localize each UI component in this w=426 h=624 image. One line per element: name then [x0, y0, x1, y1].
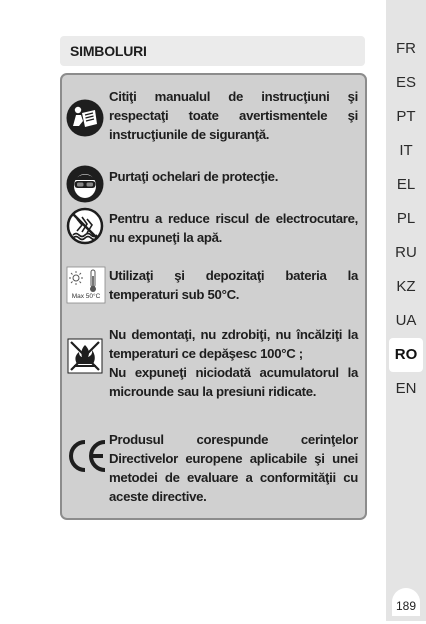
- language-tab-it[interactable]: IT: [399, 142, 413, 159]
- page-number: 189: [392, 588, 420, 616]
- temperature-label: Max 50°C: [71, 293, 101, 300]
- language-list: [386, 32, 426, 406]
- symbol-text-block: [109, 325, 358, 401]
- language-tab-pt[interactable]: PT: [396, 108, 416, 125]
- language-tab-pl[interactable]: PL: [396, 210, 416, 227]
- language-tab-ua[interactable]: UA: [395, 312, 417, 329]
- section-header: [60, 36, 365, 66]
- section-title: SIMBOLURI: [70, 43, 147, 59]
- symbol-text: Citiţi manualul de instrucţiuni şi respectaţi toate avertismentele şi instrucţiunile de siguranţă.: [109, 89, 358, 142]
- symbol-text-secondary: Nu expuneţi niciodată acumulatorul la microunde sau la presiuni ridicate.: [109, 365, 358, 399]
- no-water-icon: [66, 207, 104, 245]
- symbols-panel: [60, 73, 367, 520]
- language-tab-fr[interactable]: FR: [396, 40, 416, 57]
- language-tab-ru[interactable]: RU: [395, 244, 417, 261]
- language-tab-es[interactable]: ES: [395, 74, 416, 91]
- symbol-text: Produsul corespunde cerinţelor Directivelor europene aplicabile şi unei metodei de evaluare a conformităţii cu aceste directive.: [109, 432, 358, 504]
- symbol-text: Purtaţi ochelari de protecţie.: [109, 169, 279, 184]
- safety-glasses-icon: [66, 165, 104, 203]
- language-tab-en[interactable]: EN: [395, 380, 417, 397]
- language-tab-ro[interactable]: RO: [389, 338, 423, 372]
- no-fire-icon: [66, 337, 104, 375]
- symbol-text: Utilizaţi şi depozitaţi bateria la temperaturi sub 50°C.: [109, 268, 358, 302]
- language-sidebar: [386, 0, 426, 621]
- temperature-icon: [66, 266, 106, 304]
- symbol-text: Nu demontaţi, nu zdrobiţi, nu încălziţi la temperaturi ce depăşesc 100°C ;: [109, 327, 358, 361]
- language-tab-kz[interactable]: KZ: [396, 278, 416, 295]
- symbol-text: Pentru a reduce riscul de electrocutare, nu expuneţi la apă.: [109, 211, 358, 245]
- read-manual-icon: [66, 99, 104, 137]
- ce-mark-icon: [66, 438, 110, 474]
- language-tab-el[interactable]: EL: [396, 176, 416, 193]
